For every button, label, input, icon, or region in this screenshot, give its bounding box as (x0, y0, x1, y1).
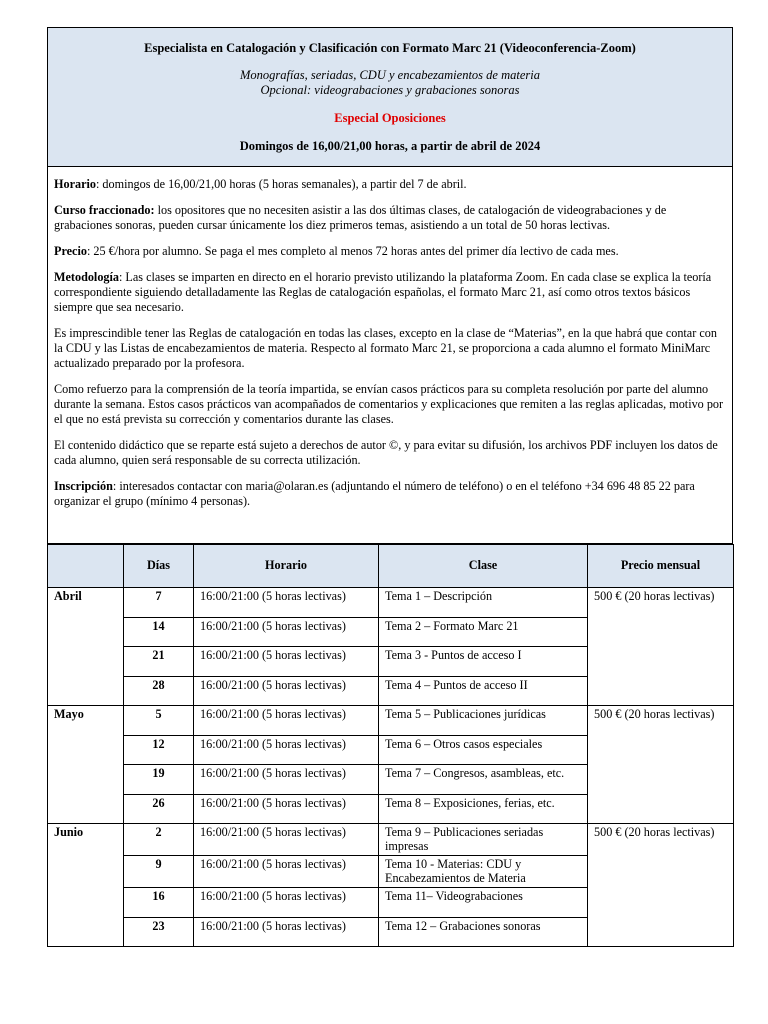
header-price: Precio mensual (588, 545, 734, 588)
day-cell: 21 (124, 647, 194, 677)
topic-cell: Tema 12 – Grabaciones sonoras (379, 917, 588, 947)
topic-cell: Tema 3 - Puntos de acceso I (379, 647, 588, 677)
day-cell: 12 (124, 735, 194, 765)
day-cell: 9 (124, 856, 194, 888)
month-cell: Abril (48, 588, 124, 706)
horario-paragraph (54, 177, 726, 192)
price-cell: 500 € (20 horas lectivas) (588, 706, 734, 824)
precio-text: : 25 €/hora por alumno. Se paga el mes completo al menos 72 horas antes del primer día lectivo de cada mes. (86, 244, 619, 258)
topic-cell: Tema 4 – Puntos de acceso II (379, 676, 588, 706)
day-cell: 23 (124, 917, 194, 947)
month-cell: Mayo (48, 706, 124, 824)
time-cell: 16:00/21:00 (5 horas lectivas) (194, 794, 379, 824)
time-cell: 16:00/21:00 (5 horas lectivas) (194, 824, 379, 856)
curso-paragraph (54, 203, 726, 233)
header-class: Clase (379, 545, 588, 588)
time-cell: 16:00/21:00 (5 horas lectivas) (194, 676, 379, 706)
topic-cell: Tema 8 – Exposiciones, ferias, etc. (379, 794, 588, 824)
schedule-table (47, 544, 734, 947)
table-row (48, 706, 734, 736)
time-cell: 16:00/21:00 (5 horas lectivas) (194, 588, 379, 618)
topic-cell: Tema 6 – Otros casos especiales (379, 735, 588, 765)
header-month (48, 545, 124, 588)
horario-label: Horario (54, 177, 96, 191)
topic-cell: Tema 10 - Materias: CDU y Encabezamientos de Materia (379, 856, 588, 888)
day-cell: 26 (124, 794, 194, 824)
time-cell: 16:00/21:00 (5 horas lectivas) (194, 706, 379, 736)
topic-cell: Tema 9 – Publicaciones seriadas impresas (379, 824, 588, 856)
reglas-paragraph: Es imprescindible tener las Reglas de catalogación en todas las clases, excepto en la clase de “Materias”, en la que habrá que contar con la CDU y las Listas de encabezamientos de materia. Respecto al formato Marc 21, se proporciona a cada alumno el formato MiniMarc actualizado preparado por la profesora. (54, 326, 717, 370)
time-cell: 16:00/21:00 (5 horas lectivas) (194, 917, 379, 947)
inscripcion-text: : interesados contactar con maria@olaran.es (adjuntando el número de teléfono) o en el teléfono +34 696 48 85 22 para organizar el grupo (mínimo 4 personas). (54, 479, 695, 508)
refuerzo-paragraph: Como refuerzo para la comprensión de la teoría impartida, se envían casos prácticos para su completa resolución por parte del alumno durante la semana. Estos casos prácticos van acompañados de comentarios y explicaciones que remiten a las reglas aplicadas, motivo por el que no está prevista su corrección y comentarios durante las clases. (54, 382, 724, 426)
day-cell: 19 (124, 765, 194, 795)
table-row (48, 824, 734, 856)
metodologia-label: Metodología (54, 270, 119, 284)
subtitle-line-1: Monografías, seriadas, CDU y encabezamientos de materia (240, 68, 540, 82)
course-header (47, 27, 733, 167)
inscripcion-paragraph (54, 479, 726, 509)
metodologia-paragraph (54, 270, 726, 315)
month-cell: Junio (48, 824, 124, 947)
inscripcion-label: Inscripción (54, 479, 113, 493)
curso-label: Curso fraccionado: (54, 203, 155, 217)
time-cell: 16:00/21:00 (5 horas lectivas) (194, 617, 379, 647)
day-cell: 7 (124, 588, 194, 618)
curso-text: los opositores que no necesiten asistir a las dos últimas clases, de catalogación de videograbaciones y de grabaciones sonoras, pueden cursar únicamente los diez primeros temas, asistiendo a un total de 50 horas lectivas. (54, 203, 667, 232)
day-cell: 16 (124, 888, 194, 918)
table-header-row (48, 545, 734, 588)
horario-text: : domingos de 16,00/21,00 horas (5 horas semanales), a partir del 7 de abril. (95, 177, 467, 191)
day-cell: 2 (124, 824, 194, 856)
precio-label: Precio (54, 244, 87, 258)
course-subtitle (47, 68, 733, 98)
time-cell: 16:00/21:00 (5 horas lectivas) (194, 765, 379, 795)
document-page (47, 27, 733, 933)
derechos-paragraph: El contenido didáctico que se reparte está sujeto a derechos de autor ©, y para evitar su difusión, los archivos PDF incluyen los datos de cada alumno, quien será responsable de su correcta utilización. (54, 438, 718, 467)
header-days: Días (124, 545, 194, 588)
topic-cell: Tema 5 – Publicaciones jurídicas (379, 706, 588, 736)
day-cell: 5 (124, 706, 194, 736)
special-label: Especial Oposiciones (334, 111, 446, 125)
time-cell: 16:00/21:00 (5 horas lectivas) (194, 735, 379, 765)
price-cell: 500 € (20 horas lectivas) (588, 824, 734, 947)
topic-cell: Tema 11– Videograbaciones (379, 888, 588, 918)
time-cell: 16:00/21:00 (5 horas lectivas) (194, 856, 379, 888)
topic-cell: Tema 1 – Descripción (379, 588, 588, 618)
topic-cell: Tema 2 – Formato Marc 21 (379, 617, 588, 647)
course-title: Especialista en Catalogación y Clasificación con Formato Marc 21 (Videoconferencia-Zoom) (144, 41, 636, 55)
topic-cell: Tema 7 – Congresos, asambleas, etc. (379, 765, 588, 795)
header-schedule: Horario (194, 545, 379, 588)
course-description (47, 166, 733, 544)
metodologia-text: : Las clases se imparten en directo en el horario previsto utilizando la plataforma Zoom. En cada clase se explica la teoría correspondiente siguiendo detalladamente las Reglas de catalogación españolas, el formato Marc 21, así como otros textos básicos siempre que sea necesario. (54, 270, 712, 314)
day-cell: 14 (124, 617, 194, 647)
day-cell: 28 (124, 676, 194, 706)
time-cell: 16:00/21:00 (5 horas lectivas) (194, 888, 379, 918)
price-cell: 500 € (20 horas lectivas) (588, 588, 734, 706)
time-cell: 16:00/21:00 (5 horas lectivas) (194, 647, 379, 677)
schedule-summary: Domingos de 16,00/21,00 horas, a partir de abril de 2024 (239, 139, 541, 153)
precio-paragraph (54, 244, 726, 259)
table-row (48, 588, 734, 618)
subtitle-line-2: Opcional: videograbaciones y grabaciones sonoras (260, 83, 520, 97)
